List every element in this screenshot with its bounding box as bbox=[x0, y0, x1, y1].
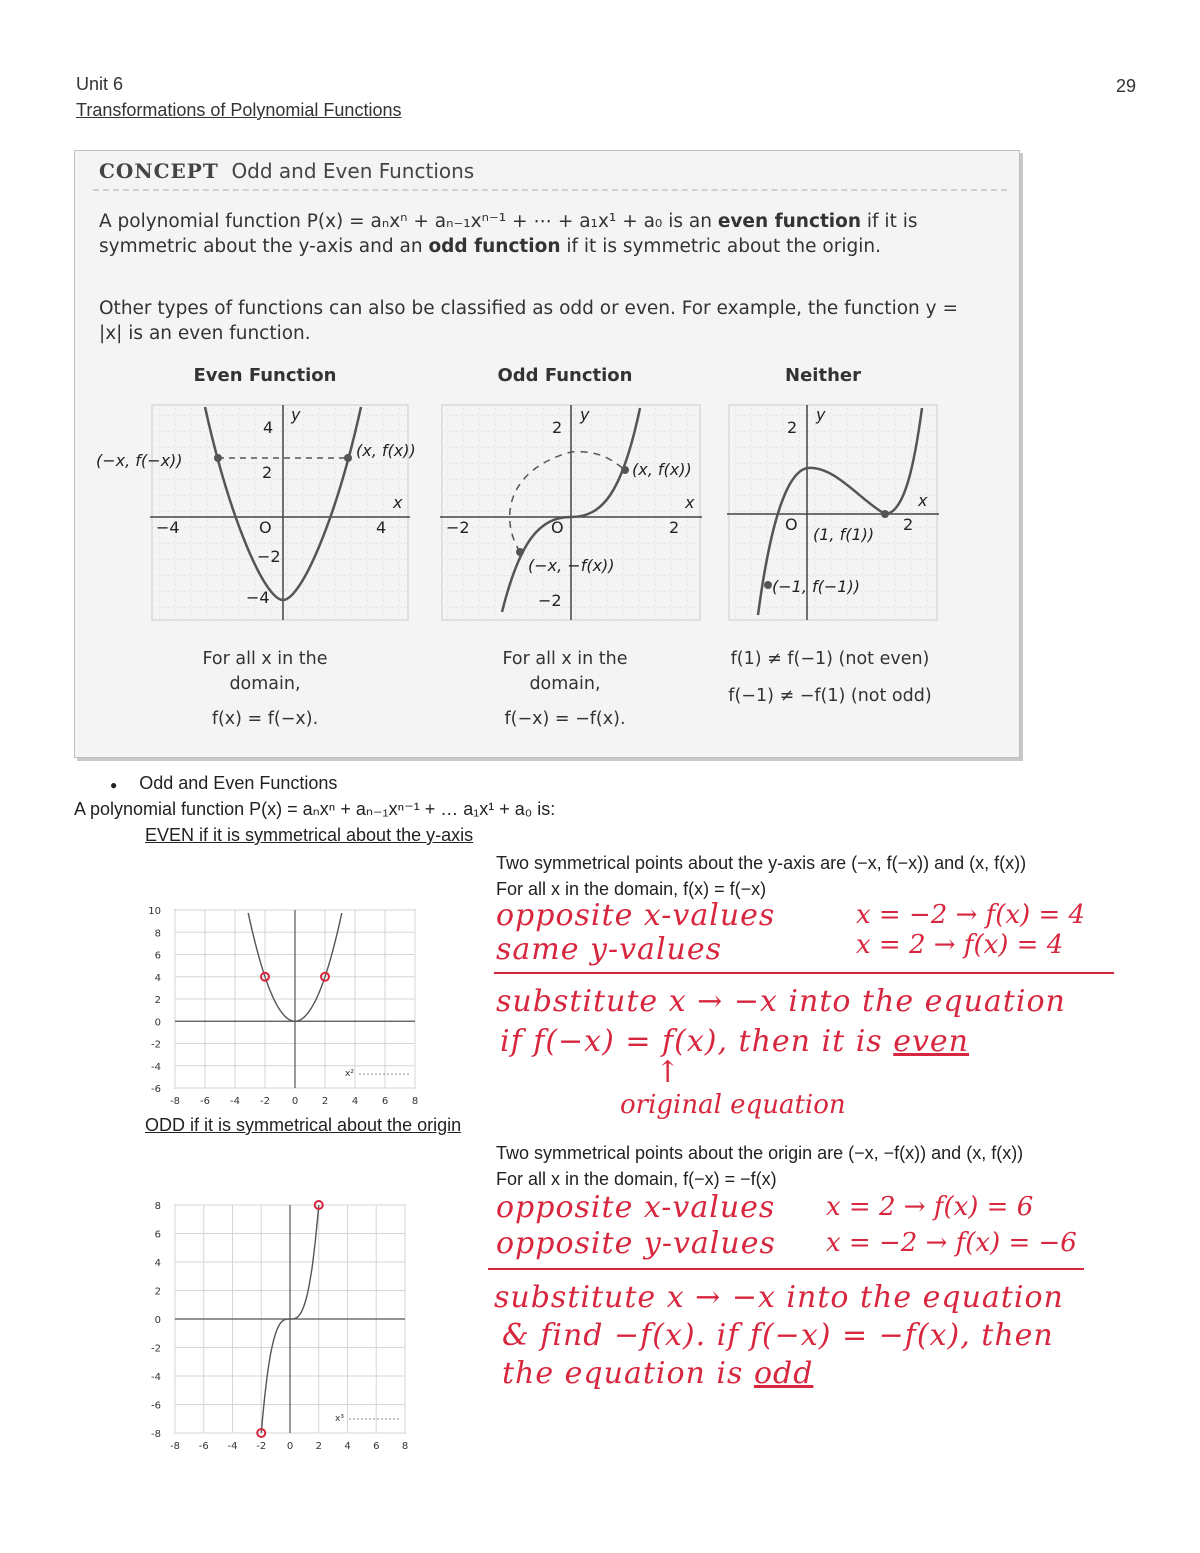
neither-y-label: y bbox=[816, 405, 826, 424]
graph-title-odd: Odd Function bbox=[497, 365, 633, 386]
bullet-item: ● Odd and Even Functions bbox=[110, 773, 338, 793]
concept-label: CONCEPT bbox=[99, 159, 219, 183]
odd-plot-y-tick: 0 bbox=[154, 1315, 161, 1326]
even-plot-x-tick: 8 bbox=[411, 1096, 419, 1107]
even-tick-neg4: −4 bbox=[246, 588, 270, 607]
even-plot-legend-label: x² bbox=[345, 1069, 354, 1079]
even-heading: EVEN if it is symmetrical about the y-axis bbox=[145, 825, 474, 845]
odd-plot-x-tick: 8 bbox=[401, 1441, 409, 1452]
even-plot-y-tick: -4 bbox=[151, 1061, 161, 1073]
odd-plot-x-tick: -6 bbox=[198, 1441, 209, 1452]
even-hand-3: x = −2 → f(x) = 4 bbox=[856, 900, 1086, 930]
even-plot-y-tick: -2 bbox=[151, 1039, 161, 1051]
odd-origin: O bbox=[551, 518, 564, 537]
even-plot-x-tick: -8 bbox=[170, 1096, 180, 1107]
even-tick-2: 2 bbox=[262, 463, 273, 482]
even-hand-6: if f(−x) = f(x), then it is even bbox=[500, 1024, 969, 1059]
odd-plot-y-tick: 6 bbox=[154, 1229, 161, 1241]
even-text-1: Two symmetrical points about the y-axis are (−x, f(−x)) and (x, f(x)) bbox=[496, 853, 1027, 873]
odd-y-label: y bbox=[580, 405, 590, 424]
odd-plot-y-tick: -4 bbox=[151, 1372, 161, 1383]
odd-plot-x-tick: 2 bbox=[315, 1441, 322, 1452]
neither-x-label: x bbox=[918, 491, 928, 510]
even-plot-y-tick: 4 bbox=[154, 972, 161, 984]
concept-paragraph-2: Other types of functions can also be classified as odd or even. For example, the function y = |x| is an even function. bbox=[99, 298, 958, 344]
odd-hand-2: opposite y-values bbox=[496, 1226, 776, 1261]
odd-plot-legend-label: x³ bbox=[335, 1414, 344, 1424]
even-tick-4-x: 4 bbox=[376, 518, 387, 537]
odd-plot-y-tick: 4 bbox=[154, 1258, 161, 1269]
odd-hand-7: the equation is odd bbox=[502, 1356, 814, 1391]
even-plot-y-tick: 8 bbox=[154, 928, 161, 940]
odd-x-label: x bbox=[685, 493, 695, 512]
even-point-right: (x, f(x)) bbox=[356, 441, 416, 460]
even-point-left: (−x, f(−x)) bbox=[96, 451, 183, 470]
odd-plot-x-tick: -2 bbox=[256, 1441, 267, 1452]
even-text-2: For all x in the domain, f(x) = f(−x) bbox=[496, 879, 767, 899]
even-plot-x-tick: 4 bbox=[351, 1096, 359, 1107]
caption-neither: f(1) ≠ f(−1) (not even) f(−1) ≠ −f(1) (not odd) bbox=[728, 649, 932, 706]
neither-tick-2-x: 2 bbox=[903, 515, 914, 534]
concept-paragraph-1: A polynomial function P(x) = aₙxⁿ + aₙ₋₁xⁿ⁻¹ + ⋯ + a₁x¹ + a₀ is an even function if it is symmetric about the y-axis and an odd function if it is symmetric about the origin. bbox=[99, 211, 918, 257]
even-hand-2: same y-values bbox=[496, 932, 723, 967]
odd-heading: ODD if it is symmetrical about the origin bbox=[145, 1115, 462, 1135]
even-plot-y-tick: 0 bbox=[154, 1017, 161, 1029]
even-hand-5: substitute x → −x into the equation bbox=[496, 984, 1066, 1019]
even-origin: O bbox=[259, 518, 272, 537]
even-plot-x-tick: -4 bbox=[230, 1096, 240, 1107]
arrow-up-icon: ↑ bbox=[655, 1055, 682, 1090]
unit-label: Unit 6 bbox=[76, 74, 124, 94]
odd-plot-y-tick: -2 bbox=[151, 1343, 161, 1355]
odd-hand-1: opposite x-values bbox=[496, 1190, 776, 1225]
odd-plot-y-tick: 8 bbox=[154, 1201, 161, 1212]
graph-title-neither: Neither bbox=[785, 365, 861, 386]
odd-plot-x-tick: 4 bbox=[344, 1441, 351, 1452]
even-y-label: y bbox=[291, 405, 301, 424]
odd-plot-x-tick: 6 bbox=[373, 1441, 380, 1452]
even-plot-x-tick: 2 bbox=[321, 1096, 329, 1107]
neither-origin: O bbox=[785, 515, 798, 534]
odd-point-left: (−x, −f(x)) bbox=[528, 556, 615, 575]
odd-hand-3: x = 2 → f(x) = 6 bbox=[826, 1192, 1034, 1222]
even-hand-8: original equation bbox=[620, 1090, 846, 1120]
odd-plot-x-tick: -8 bbox=[170, 1441, 180, 1452]
neither-point-a: (1, f(1)) bbox=[813, 525, 875, 544]
even-tick-4: 4 bbox=[263, 418, 274, 437]
neither-point-b: (−1, f(−1)) bbox=[772, 577, 860, 596]
odd-tick-neg2: −2 bbox=[538, 591, 562, 610]
page-subtitle: Transformations of Polynomial Functions bbox=[76, 100, 402, 120]
even-tick-neg4-x: −4 bbox=[156, 518, 180, 537]
odd-plot bbox=[151, 1201, 408, 1452]
caption-odd: For all x in the domain, f(−x) = −f(x). bbox=[502, 649, 628, 729]
odd-text-2: For all x in the domain, f(−x) = −f(x) bbox=[496, 1169, 777, 1189]
even-hand-1: opposite x-values bbox=[496, 898, 776, 933]
odd-tick-2: 2 bbox=[552, 418, 563, 437]
bullet-icon: ● bbox=[110, 778, 118, 792]
even-plot-x-tick: -6 bbox=[200, 1096, 210, 1107]
even-plot-y-tick: 2 bbox=[154, 995, 161, 1006]
odd-plot-y-tick: -8 bbox=[151, 1429, 161, 1440]
page-number: 29 bbox=[1116, 76, 1137, 96]
neither-tick-2: 2 bbox=[787, 418, 798, 437]
even-plot-y-tick: -6 bbox=[151, 1084, 161, 1095]
even-plot-y-tick: 10 bbox=[148, 906, 161, 917]
definition-line: A polynomial function P(x) = aₙxⁿ + aₙ₋₁xⁿ⁻¹ + … a₁x¹ + a₀ is: bbox=[74, 799, 556, 819]
even-plot-x-tick: 6 bbox=[381, 1096, 389, 1107]
odd-hand-6: & find −f(x). if f(−x) = −f(x), then bbox=[502, 1318, 1054, 1353]
caption-even: For all x in the domain, f(x) = f(−x). bbox=[202, 649, 328, 729]
odd-hand-5: substitute x → −x into the equation bbox=[494, 1280, 1064, 1315]
odd-plot-x-tick: -4 bbox=[227, 1441, 238, 1452]
even-plot-y-tick: 6 bbox=[154, 950, 161, 962]
odd-text-1: Two symmetrical points about the origin are (−x, −f(x)) and (x, f(x)) bbox=[496, 1143, 1024, 1163]
graph-title-even: Even Function bbox=[193, 365, 337, 386]
even-plot-x-tick: 0 bbox=[291, 1096, 299, 1107]
even-plot-x-tick: -2 bbox=[260, 1096, 270, 1107]
odd-tick-2-x: 2 bbox=[669, 518, 680, 537]
concept-heading: Odd and Even Functions bbox=[231, 159, 475, 183]
even-tick-neg2: −2 bbox=[257, 547, 281, 566]
even-hand-4: x = 2 → f(x) = 4 bbox=[856, 930, 1064, 960]
odd-hand-4: x = −2 → f(x) = −6 bbox=[826, 1228, 1077, 1258]
odd-point-right: (x, f(x)) bbox=[632, 460, 692, 479]
odd-tick-neg2-x: −2 bbox=[446, 518, 470, 537]
even-x-label: x bbox=[393, 493, 403, 512]
even-plot bbox=[148, 906, 418, 1107]
odd-plot-x-tick: 0 bbox=[286, 1441, 294, 1452]
odd-plot-y-tick: -6 bbox=[151, 1400, 161, 1412]
odd-plot-y-tick: 2 bbox=[154, 1286, 161, 1298]
